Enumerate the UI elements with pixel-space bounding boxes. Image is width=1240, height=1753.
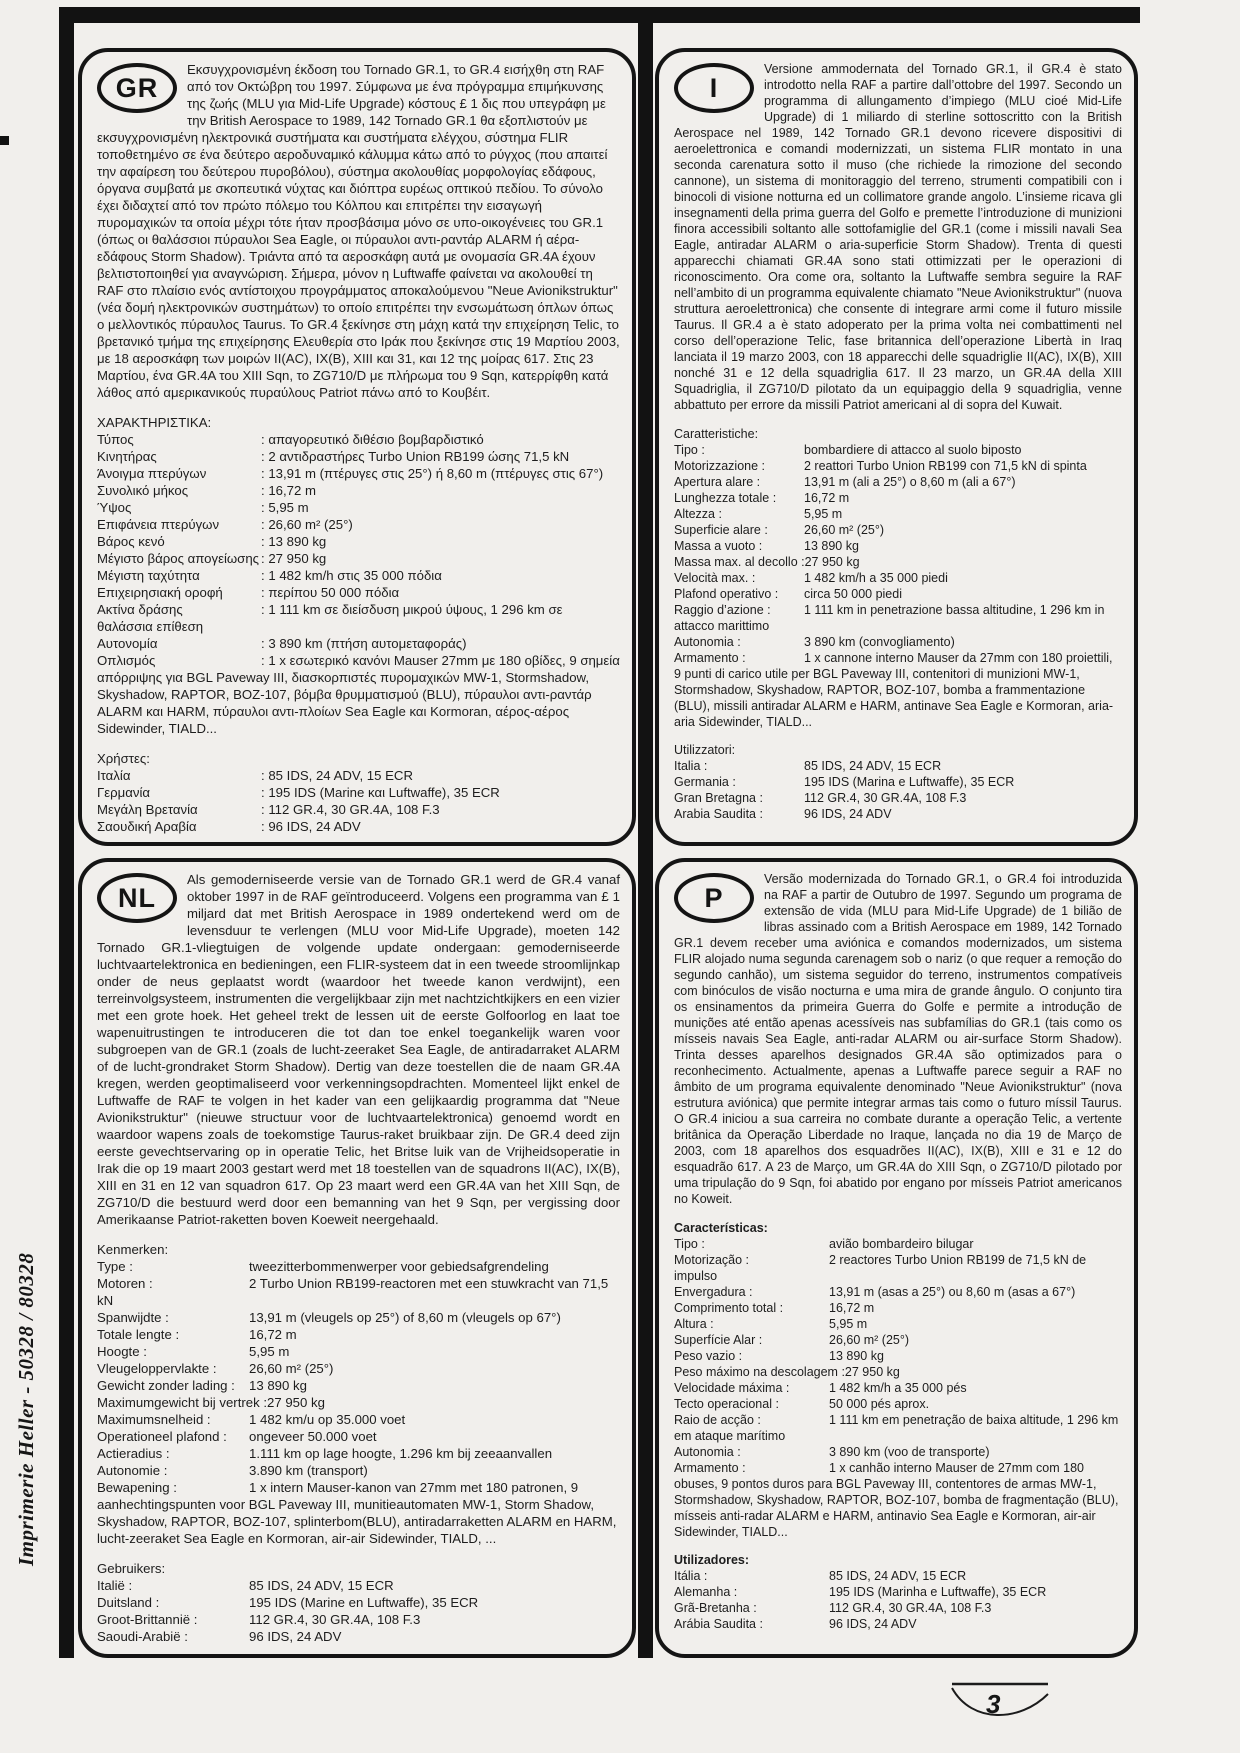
spec-row-value: 1 482 km/u op 35.000 voet	[249, 1412, 406, 1428]
user-row-value: 112 GR.4, 30 GR.4A, 108 F.3	[249, 1612, 421, 1628]
user-row-value: : 96 IDS, 24 ADV	[261, 819, 361, 835]
spec-row	[97, 1411, 620, 1428]
spec-row-value: 5,95 m	[804, 506, 843, 521]
spec-row-label: Gewicht zonder lading :	[97, 1378, 235, 1394]
spec-row-label: Autonomia :	[674, 634, 741, 649]
user-row	[674, 1616, 1122, 1632]
spec-row	[674, 586, 1122, 602]
spec-row-label: Κινητήρας	[97, 449, 157, 465]
spec-row-value: 2 Turbo Union RB199-reactoren met een stuwkracht van 71,5 kN	[97, 1276, 609, 1309]
spec-row-label: Μέγιστο βάρος απογείωσης	[97, 551, 260, 567]
user-row	[97, 1611, 620, 1628]
user-row-label: Germania :	[674, 775, 736, 789]
panel-greek	[78, 48, 636, 846]
spec-row-value: : απαγορευτικό διθέσιο βομβαρδιστικό	[261, 432, 484, 448]
spec-row-label: Armamento :	[674, 650, 746, 665]
spec-row	[97, 1462, 620, 1479]
spec-row-value: 13,91 m (vleugels op 25°) of 8,60 m (vleugels op 67°)	[249, 1310, 561, 1326]
spec-row-value: : 1 482 km/h στις 35 000 πόδια	[261, 568, 442, 584]
spec-row-label: Plafond operativo :	[674, 586, 779, 601]
spec-row	[97, 465, 620, 482]
user-row-value: : 112 GR.4, 30 GR.4A, 108 F.3	[261, 802, 440, 818]
user-row-value: 96 IDS, 24 ADV	[249, 1629, 342, 1645]
user-row-value: 195 IDS (Marina e Luftwaffe), 35 ECR	[804, 775, 1015, 789]
spec-row-label: Totale lengte :	[97, 1327, 180, 1343]
spec-row	[97, 516, 620, 533]
spec-row-value: tweezitterbommenwerper voor gebiedsafgrendeling	[249, 1259, 549, 1275]
spec-row	[674, 490, 1122, 506]
user-row-label: Grã-Bretanha :	[674, 1601, 757, 1615]
spec-row-value: : 3 890 km (πτήση αυτομεταφοράς)	[261, 636, 467, 652]
user-row	[674, 806, 1122, 822]
spec-row-value: 1 x intern Mauser-kanon van 27mm met 180 patronen, 9 aanhechtingspunten voor BGL Paveway III, munitieautomaten MW-1, Storm Shadow, Skyshadow, RAPTOR, BOZ-107, splinterbom(BLU), antiradarraketten ALARM en HARM, lucht-zeeraket Sea Eagle en Kormoran, air-air Sidewinder, TIALD, ...	[97, 1480, 617, 1547]
user-row	[674, 1568, 1122, 1584]
spec-row-value: 27 950 kg	[844, 1364, 900, 1379]
spec-row	[97, 431, 620, 448]
user-row	[97, 1577, 620, 1594]
user-row-value: 96 IDS, 24 ADV	[804, 807, 892, 821]
language-badge-nl	[97, 873, 177, 923]
spec-row-label: Apertura alare :	[674, 474, 761, 489]
spec-row-value: 16,72 m	[249, 1327, 297, 1343]
user-row-value: 195 IDS (Marine en Luftwaffe), 35 ECR	[249, 1595, 479, 1611]
spec-row	[674, 634, 1122, 650]
spec-row	[97, 482, 620, 499]
specs-title: Características:	[674, 1220, 768, 1235]
user-row-label: Duitsland :	[97, 1595, 160, 1611]
center-rule-bar	[638, 7, 653, 1658]
spec-row-value: 16,72 m	[829, 1300, 875, 1315]
spec-row-label: Βάρος κενό	[97, 534, 165, 550]
spec-row-label: Ύψος	[97, 500, 132, 516]
spec-row-value: 26,60 m² (25°)	[804, 522, 885, 537]
spec-row-value: avião bombardeiro bilugar	[829, 1236, 974, 1251]
spec-row	[674, 650, 1122, 730]
spec-row-label: Επιχειρησιακή οροφή	[97, 585, 223, 601]
spec-row-label: Άνοιγμα πτερύγων	[97, 466, 207, 482]
spec-row-value: 27 950 kg	[267, 1395, 325, 1411]
user-row-label: Ιταλία	[97, 768, 131, 784]
spec-row-label: Maximumsnelheid :	[97, 1412, 211, 1428]
spec-row-value: 3.890 km (transport)	[249, 1463, 368, 1479]
panel-italian	[655, 48, 1138, 846]
spec-row	[97, 1326, 620, 1343]
spec-row	[674, 1316, 1122, 1332]
spec-row-value: : 16,72 m	[261, 483, 316, 499]
spec-row-label: Raggio d’azione :	[674, 602, 771, 617]
spec-row-label: Τύπος	[97, 432, 134, 448]
user-row-label: Gran Bretagna :	[674, 791, 763, 805]
user-row	[674, 790, 1122, 806]
spec-row-label: Peso máximo na descolagem :	[674, 1364, 845, 1379]
spec-row	[674, 522, 1122, 538]
user-row-label: Itália :	[674, 1569, 708, 1583]
spec-row-label: Lunghezza totale :	[674, 490, 777, 505]
top-rule-bar	[59, 7, 1140, 23]
specs-list	[674, 442, 1122, 730]
spec-row	[674, 1412, 1122, 1444]
user-row	[97, 1628, 620, 1645]
spec-row-label: Envergadura :	[674, 1284, 753, 1299]
spec-row-value: 13,91 m (asas a 25°) ou 8,60 m (asas a 67°)	[829, 1284, 1076, 1299]
spec-row	[97, 1445, 620, 1462]
user-row-label: Arabia Saudita :	[674, 807, 763, 821]
printer-imprint-text: Imprimerie Heller - 50328 / 80328	[14, 1252, 38, 1566]
spec-row-value: 3 890 km (voo de transporte)	[829, 1444, 990, 1459]
spec-row	[97, 448, 620, 465]
spec-row-label: Motorizzazione :	[674, 458, 766, 473]
spec-row-value: : 13 890 kg	[261, 534, 327, 550]
spec-row-label: Comprimento total :	[674, 1300, 784, 1315]
spec-row-label: Συνολικό μήκος	[97, 483, 189, 499]
spec-row	[674, 570, 1122, 586]
user-row-label: Σαουδική Αραβία	[97, 819, 197, 835]
user-row-value: 112 GR.4, 30 GR.4A, 108 F.3	[804, 791, 967, 805]
spec-row	[674, 1332, 1122, 1348]
specs-title: ΧΑΡΑΚΤΗΡΙΣΤΙΚΑ:	[97, 415, 212, 431]
user-row	[674, 1600, 1122, 1616]
spec-row	[674, 1348, 1122, 1364]
user-row-value: 96 IDS, 24 ADV	[829, 1617, 917, 1631]
spec-row	[97, 1309, 620, 1326]
spec-row-value: ongeveer 50.000 voet	[249, 1429, 377, 1445]
user-row-value: : 85 IDS, 24 ADV, 15 ECR	[261, 768, 413, 784]
spec-row-value: 13 890 kg	[249, 1378, 307, 1394]
language-badge-it	[674, 63, 754, 113]
spec-row	[97, 1428, 620, 1445]
spec-row-value: bombardiere di attacco al suolo biposto	[804, 442, 1022, 457]
users-list	[97, 1577, 620, 1645]
spec-row-label: Tecto operacional :	[674, 1396, 779, 1411]
spec-row	[674, 1284, 1122, 1300]
spec-row	[674, 442, 1122, 458]
spec-row-label: Type :	[97, 1259, 133, 1275]
spec-row-value: 1 482 km/h a 35 000 piedi	[804, 570, 948, 585]
user-row	[97, 1594, 620, 1611]
language-badge-label: NL	[118, 882, 156, 913]
spec-row-value: : 2 αντιδραστήρες Turbo Union RB199 ώσης 71,5 kN	[261, 449, 570, 465]
user-row	[674, 774, 1122, 790]
spec-row-value: 5,95 m	[249, 1344, 290, 1360]
user-row-value: 85 IDS, 24 ADV, 15 ECR	[804, 759, 942, 773]
user-row-label: Saoudi-Arabië :	[97, 1629, 188, 1645]
fold-mark	[0, 136, 9, 145]
users-list	[674, 758, 1122, 822]
spec-row	[97, 1360, 620, 1377]
user-row-label: Γερμανία	[97, 785, 151, 801]
specs-title: Kenmerken:	[97, 1242, 169, 1258]
spec-row-label: Superfície Alar :	[674, 1332, 763, 1347]
user-row-label: Italië :	[97, 1578, 133, 1594]
user-row	[674, 1584, 1122, 1600]
language-badge-pt	[674, 873, 754, 923]
spec-row	[97, 1343, 620, 1360]
spec-row-label: Armamento :	[674, 1460, 746, 1475]
spec-row-value: 2 reattori Turbo Union RB199 con 71,5 kN di spinta	[804, 458, 1087, 473]
spec-row	[674, 1236, 1122, 1252]
spec-row-label: Spanwijdte :	[97, 1310, 169, 1326]
spec-row	[674, 1396, 1122, 1412]
user-row-label: Μεγάλη Βρετανία	[97, 802, 198, 818]
spec-row	[97, 533, 620, 550]
spec-row-value: : 5,95 m	[261, 500, 309, 516]
spec-row	[674, 1380, 1122, 1396]
spec-row-value: 26,60 m² (25°)	[249, 1361, 334, 1377]
spec-row	[674, 1252, 1122, 1284]
spec-row	[97, 1394, 620, 1411]
specs-list	[97, 431, 620, 737]
left-rule-bar	[59, 7, 74, 1658]
user-row-value: 85 IDS, 24 ADV, 15 ECR	[249, 1578, 394, 1594]
language-badge-label: P	[704, 883, 724, 913]
spec-row-label: Superficie alare :	[674, 522, 768, 537]
spec-row	[97, 635, 620, 652]
page-number: 3	[986, 1689, 1001, 1719]
user-row	[97, 818, 620, 835]
language-badge-gr	[97, 63, 177, 113]
spec-row	[97, 567, 620, 584]
user-row-label: Arábia Saudita :	[674, 1617, 763, 1631]
spec-row-value: 13,91 m (ali a 25°) o 8,60 m (ali a 67°)	[804, 474, 1016, 489]
spec-row	[97, 1258, 620, 1275]
spec-row-value: : 1 111 km σε διείσδυση μικρού ύψους, 1 296 km σε θαλάσσια επίθεση	[97, 602, 563, 635]
users-title: Utilizadores:	[674, 1553, 750, 1567]
spec-row-value: : 26,60 m² (25°)	[261, 517, 353, 533]
spec-row	[674, 1460, 1122, 1540]
spec-row-label: Altezza :	[674, 506, 722, 521]
intro-text: Εκσυγχρονισμένη έκδοση του Tornado GR.1, το GR.4 εισήχθη στη RAF από τον Οκτώβρη του 1997. Σύμφωνα με ένα πρόγραμμα επιμήκυνσης της ζωής (MLU για Mid-Life Upgrade) κόστους £ 1 δις που υπεγράφη με την British Aerospace το 1989, 142 Tornado GR.1 θα εξοπλιστούν με εκσυγχρονισμένη ηλεκτρονικά συστήματα και συστήματα ελέγχου, σύστημα FLIR τοποθετημένο σε ένα δεύτερο αεροδυναμικό κάλυμμα κάτω από το ρύγχος (που απαιτεί την αφαίρεση του δεύτερου πυροβόλου), σύστημα ακολουθίας μορφολογίας εδάφους, όργανα συμβατά με σκοπευτικά νύχτας και διόπτρα ευρέως οπτικού πεδίου. Το σύνολο έχει διδαχτεί από τον πρώτο πόλεμο του Κόλπου και επιτρέπει την εισαγωγή πυρομαχικών τα οποία μέχρι τότε ήταν προσβάσιμα μόνο σε υπο-οικογένειες του GR.1 (όπως οι θαλάσσιοι πύραυλοι Sea Eagle, οι πύραυλοι αντι-ραντάρ ALARM ή αέρα-εδάφους Storm Shadow). Τριάντα από τα αεροσκάφη αυτά με ονομασία GR.4A έχουν βελτιστοποιηθεί για αναγνώριση. Σήμερα, μόνον η Luftwaffe φαίνεται να ακολουθεί τη RAF στο πλαίσιο ενός αντίστοιχου προγράμματος αποκαλούμενου "Neue Avionikstruktur" (νέα δομή ηλεκτρονικών συστημάτων) το οποίο επιτρέπει την ενσωμάτωση όπλων όπως ο μελλοντικός πύραυλος Taurus. Το GR.4 ξεκίνησε στη μάχη κατά την επιχείρηση Telic, το βρετανικό τμήμα της επιχείρησης Ελευθερία στο Ιράκ που ξεκίνησε στις 19 Μαρτίου 2003, με 18 αεροσκάφη των μοιρών II(AC), IX(B), XIII και 31, και 12 της μοίρας 617. Στις 23 Μαρτίου, ένα GR.4A του XIII Sqn, το ZG710/D με πλήρωμα του 9 Sqn, κατερρίφθη κατά λάθος από αμερικανικούς πυραύλους Patriot πάνω από το Κουβέιτ.	[97, 62, 620, 400]
spec-row	[674, 538, 1122, 554]
spec-row-label: Bewapening :	[97, 1480, 177, 1496]
spec-row-label: Actieradius :	[97, 1446, 170, 1462]
spec-row	[97, 1275, 620, 1309]
spec-row	[97, 601, 620, 635]
spec-row-value: 5,95 m	[829, 1316, 868, 1331]
spec-row-value: : περίπου 50 000 πόδια	[261, 585, 400, 601]
spec-row	[674, 1364, 1122, 1380]
spec-row-value: : 1 x εσωτερικό κανόνι Mauser 27mm με 180 οβίδες, 9 σημεία απόρριψης για BGL Paveway III, διασκορπιστές πυρομαχικών MW-1, Stormshadow, Skyshadow, RAPTOR, BOZ-107, βόμβα θρυμματισμού (BLU), πύραυλοι αντι-ραντάρ ALARM και HARM, πύραυλοι αντι-πλοίων Sea Eagle και Kormoran, αέρος-αέρος Sidewinder, TIALD...	[97, 653, 620, 737]
user-row-value: : 195 IDS (Marine και Luftwaffe), 35 ECR	[261, 785, 500, 801]
panel-portuguese	[655, 858, 1138, 1658]
spec-row-label: Raio de acção :	[674, 1412, 761, 1427]
specs-list	[674, 1236, 1122, 1540]
spec-row-label: Οπλισμός	[97, 653, 156, 669]
spec-row-label: Velocidade máxima :	[674, 1380, 790, 1395]
user-row-label: Groot-Brittannië :	[97, 1612, 198, 1628]
spec-row-value: : 27 950 kg	[261, 551, 327, 567]
spec-row-label: Tipo :	[674, 442, 705, 457]
spec-row-label: Maximumgewicht bij vertrek :	[97, 1395, 268, 1411]
spec-row	[674, 554, 1122, 570]
spec-row	[674, 602, 1122, 634]
spec-row-value: 16,72 m	[804, 490, 850, 505]
spec-row	[97, 584, 620, 601]
intro-text: Versão modernizada do Tornado GR.1, o GR.4 foi introduzida na RAF a partir de Outubro de 1997. Segundo um programa de extensão de vida (MLU para Mid-Life Upgrade) de 1 bilião de libras assinado com a British Aerospace em 1989, 142 Tornado GR.1 devem receber uma aviónica e comandos modernizados, um sistema FLIR alojado numa segunda carenagem sob o nariz (o que requer a remoção do segundo canhão), um sistema seguidor do terreno, instrumentos compatíveis com binóculos de visão nocturna e uma mira de grande ângulo. O conjunto tira os ensinamentos da primeira Guerra do Golfe e permite a introdução de munições até então apenas acessíveis nas subfamílias do GR.1 (tais como os mísseis navais Sea Eagle, anti-radar ALARM ou air-surface Storm Shadow). Trinta desses aparelhos designados GR.4A são optimizados para o reconhecimento. Actualmente, apenas a Luftwaffe parece seguir a RAF no âmbito de um programa equivalente denominado "Neue Avionikstruktur" (nova estrutura aviónica) que permite integrar armas tais como o futuro míssil Taurus. O GR.4 iniciou a sua carreira no combate durante a operação Telic, a vertente britânica da Operação Liberdade no Iraque, lançada no dia 19 de Março de 2003, com 18 aparelhos dos esquadrões II(AC), IX(B), XIII e 31 e 12 do esquadrão 617. A 23 de Março, um GR.4A do XIII Sqn, o ZG710/D pilotado por uma tripulação do 9 Sqn, foi abatido por engano por mísseis Patriot americanos no Koweit.	[674, 872, 1122, 1206]
users-title: Χρήστες:	[97, 751, 150, 767]
intro-text: Als gemoderniseerde versie van de Tornado GR.1 werd de GR.4 vanaf oktober 1997 in de RAF geïntroduceerd. Volgens een programma van £ 1 miljard dat met British Aerospace in 1989 ondertekend werd om de levensduur te verlengen (MLU voor Mid-Life Upgrade), moeten 142 Tornado GR.1-vliegtuigen de volgende update ondergaan: gemoderniseerde luchtvaartelektronica en bedieningen, een FLIR-systeem dat in een tweede stroomlijnkap onder de neus geplaatst wordt (waardoor het tweede kanon verdwijnt), een terreinvolgsysteem, instrumenten die vergelijkbaar zijn met nachtzichtkijkers en een vizier met een grote hoek. Het geheel trekt de lessen uit de eerste Golfoorlog en laat toe wapenuitrustingen te introduceren die tot dan toe enkel toegankelijk waren voor subgroepen van de GR.1 (zoals de lucht-zeeraket Sea Eagle, de antiradarraket ALARM of de lucht-grondraket Storm Shadow). Dertig van deze toestellen die de naam GR.4A kregen, werden geoptimaliseerd voor verkenningsopdrachten. Momenteel lijkt enkel de Luftwaffe de RAF te volgen in het kader van een gelijkaardig programma dat "Neue Avionikstruktur" (nieuwe structuur voor de luchtvaartelektronica) genoemd wordt en waardoor wapens zoals de toekomstige Taurus-raket bruikbaar zijn. De GR.4 deed zijn eerste gevechtservaring op in operatie Telic, het Britse luik van de Vrijheidsoperatie in Irak die op 19 maart 2003 gestart werd met 18 toestellen van de squadrons II(AC), IX(B), XIII en 31 en 12 van squadron 617. Op 23 maart werd een GR.4A van het XIII Sqn, de ZG710/D die bestuurd werd door een bemanning van het 9 Sqn, per vergissing door Amerikaanse Patriot-raketten boven Koeweit neergehaald.	[97, 872, 620, 1227]
spec-row-label: Velocità max. :	[674, 570, 756, 585]
page-number-box	[950, 1682, 1050, 1726]
spec-row-label: Motorização :	[674, 1252, 750, 1267]
spec-row-value: 1 482 km/h a 35 000 pés	[829, 1380, 967, 1395]
spec-row-label: Massa max. al decollo :	[674, 554, 805, 569]
spec-row-label: Vleugeloppervlakte :	[97, 1361, 217, 1377]
spec-row-value: 13 890 kg	[829, 1348, 884, 1363]
user-row-value: 112 GR.4, 30 GR.4A, 108 F.3	[829, 1601, 992, 1615]
spec-row-label: Hoogte :	[97, 1344, 147, 1360]
spec-row-value: 26,60 m² (25°)	[829, 1332, 910, 1347]
spec-row-value: 1 x canhão interno Mauser de 27mm com 180 obuses, 9 pontos duros para BGL Paveway III, contentores de armas MW-1, Stormshadow, Skyshadow, RAPTOR, BOZ-107, bomba de fragmentação (BLU), mísseis anti-radar ALARM e HARM, antinavio Sea Eagle e Kormoran, air-air Sidewinder, TIALD...	[674, 1460, 1119, 1539]
users-list	[97, 767, 620, 835]
spec-row-value: 3 890 km (convogliamento)	[804, 634, 955, 649]
user-row	[97, 784, 620, 801]
panel-dutch	[78, 858, 636, 1658]
users-list	[674, 1568, 1122, 1632]
spec-row-label: Αυτονομία	[97, 636, 158, 652]
spec-row	[674, 506, 1122, 522]
spec-row-value: 50 000 pés aprox.	[829, 1396, 930, 1411]
spec-row-label: Ακτίνα δράσης	[97, 602, 183, 618]
spec-row-value: circa 50 000 piedi	[804, 586, 902, 601]
spec-row	[674, 458, 1122, 474]
spec-row-value: 1.111 km op lage hoogte, 1.296 km bij zeeaanvallen	[249, 1446, 553, 1462]
user-row-value: 85 IDS, 24 ADV, 15 ECR	[829, 1569, 967, 1583]
spec-row	[97, 550, 620, 567]
spec-row-value: 1 111 km em penetração de baixa altitude, 1 296 km em ataque marítimo	[674, 1412, 1119, 1443]
intro-text: Versione ammodernata del Tornado GR.1, il GR.4 è stato introdotto nella RAF a partire dall’ottobre del 1997. Secondo un programma di allungamento d’impiego (MLU cioé Mid-Life Upgrade) di 1 miliardo di sterline sottoscritto con la British Aerospace nel 1989, 142 Tornado GR.1 devono ricevere dispositivi di aeroelettronica e comandi modernizzati, un sistema FLIR montato in una seconda carenatura sotto il muso (che richiede la rimozione del secondo cannone), un sistema di monitoraggio del terreno, strumenti compatibili con i binocoli di visione notturna ed un collimatore grande angolo. L’insieme ricava gli insegnamenti della prima guerra del Golfo e premette l’introduzione di munizioni finora accessibili soltanto alle sottofamiglie del GR.1 (come i missili navali Sea Eagle, antiradar ALARM o aria-superficie Storm Shadow). Trenta di questi apparecchi chiamati GR.4A sono stati ottimizzati per le operazioni di riconoscimento. Ora come ora, soltanto la Luftwaffe sembra seguire la RAF nell’ambito di un programma equivalente chiamato "Neue Avionikstruktur" (nuova struttura aeroelettronica) che consente di integrare armi come il futuro missile Taurus. Il GR.4 a è stato adoperato per la prima volta nei combattimenti nel corso dell’operazione Telic, fase britannica dell’operazione Libertà in Iraq lanciata il 19 marzo 2003, con 18 apparecchi delle squadriglie II(AC), IX(B), XIII nonché 31 e 12 della squadriglia 617. Il 23 marzo, un GR.4A della XIII Squadriglia, il ZG710/D pilotato da un equipaggio della 9 squadriglia, venne abbattuto per errore da missili Patriot americani al di sopra del Kuwait.	[674, 62, 1122, 412]
user-row-value: 195 IDS (Marinha e Luftwaffe), 35 ECR	[829, 1585, 1047, 1599]
spec-row-label: Operationeel plafond :	[97, 1429, 227, 1445]
specs-title: Caratteristiche:	[674, 426, 759, 441]
spec-row	[97, 1479, 620, 1547]
language-badge-label: I	[709, 73, 719, 103]
spec-row-value: 13 890 kg	[804, 538, 859, 553]
users-title: Gebruikers:	[97, 1561, 166, 1577]
spec-row-value: 27 950 kg	[804, 554, 860, 569]
spec-row-label: Autonomia :	[674, 1444, 741, 1459]
spec-row-value: 1 111 km in penetrazione bassa altitudine, 1 296 km in attacco marittimo	[674, 602, 1105, 633]
spec-row	[674, 474, 1122, 490]
user-row-label: Alemanha :	[674, 1585, 738, 1599]
spec-row-label: Επιφάνεια πτερύγων	[97, 517, 220, 533]
user-row	[97, 767, 620, 784]
spec-row	[97, 499, 620, 516]
language-badge-label: GR	[115, 72, 159, 103]
spec-row-label: Massa a vuoto :	[674, 538, 763, 553]
spec-row-label: Autonomie :	[97, 1463, 168, 1479]
user-row-label: Italia :	[674, 759, 708, 773]
spec-row	[674, 1300, 1122, 1316]
spec-row	[97, 1377, 620, 1394]
users-title: Utilizzatori:	[674, 743, 736, 757]
spec-row-label: Peso vazio :	[674, 1348, 743, 1363]
spec-row-value: 1 x cannone interno Mauser da 27mm con 180 proiettili, 9 punti di carico utile per BGL Paveway III, contenitori di munizioni MW-1, Stormshadow, Skyshadow, RAPTOR, BOZ-107, bomba a frammentazione (BLU), missili antiradar ALARM e HARM, antinave Sea Eagle e Kormoran, aria-aria Sidewinder, TIALD...	[674, 650, 1114, 729]
specs-list	[97, 1258, 620, 1547]
user-row	[674, 758, 1122, 774]
spec-row-label: Μέγιστη ταχύτητα	[97, 568, 200, 584]
user-row	[97, 801, 620, 818]
spec-row	[97, 652, 620, 737]
spec-row-label: Motoren :	[97, 1276, 153, 1292]
spec-row-value: : 13,91 m (πτέρυγες στις 25°) ή 8,60 m (πτέρυγες στις 67°)	[261, 466, 604, 482]
spec-row-value: 2 reactores Turbo Union RB199 de 71,5 kN de impulso	[674, 1252, 1087, 1283]
spec-row-label: Tipo :	[674, 1236, 705, 1251]
spec-row	[674, 1444, 1122, 1460]
spec-row-label: Altura :	[674, 1316, 714, 1331]
